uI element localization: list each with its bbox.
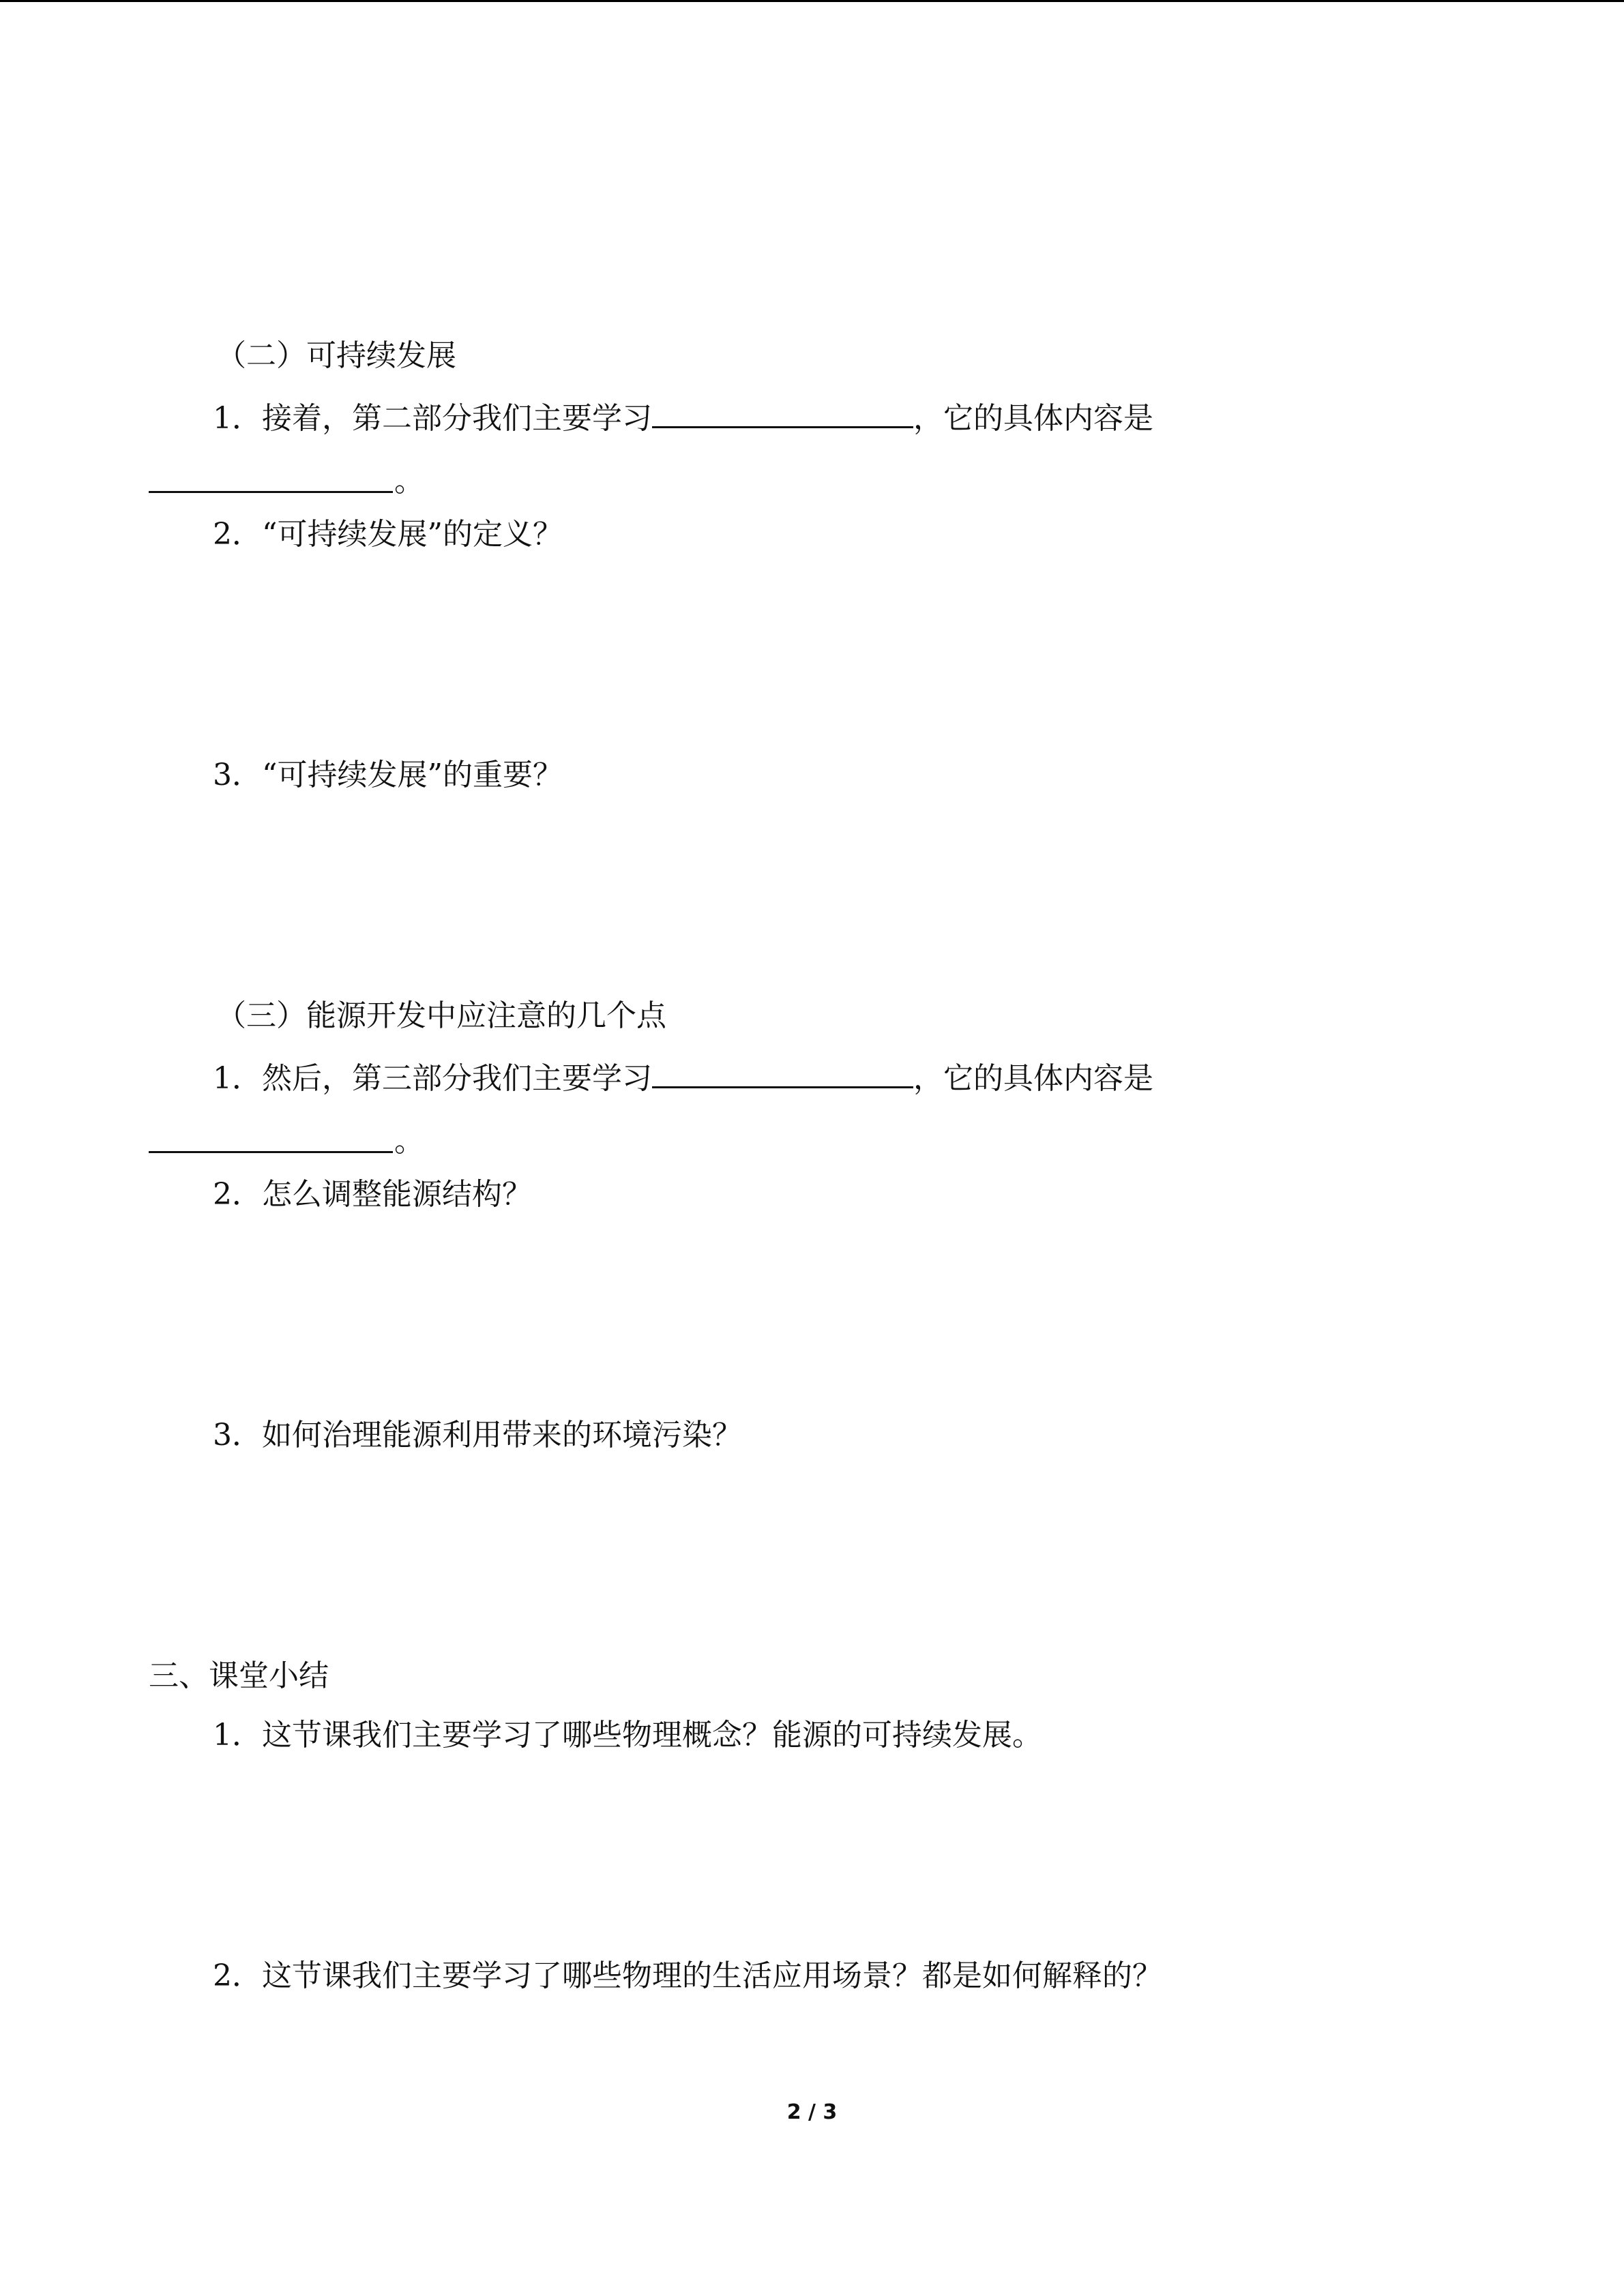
question-text: ，它的具体内容是 — [913, 1061, 1153, 1096]
question-text: ，它的具体内容是 — [913, 401, 1153, 436]
fill-blank[interactable] — [652, 400, 913, 428]
question-text: 1．然后，第三部分我们主要学习 — [213, 1061, 652, 1096]
question-applications: 2．这节课我们主要学习了哪些物理的生活应用场景？都是如何解释的？ — [213, 1958, 1162, 1993]
sentence-end-mark: 。 — [394, 1124, 424, 1159]
question-line — [213, 400, 1153, 434]
fill-blank[interactable] — [149, 1151, 393, 1153]
section-heading-class-summary: 三、课堂小结 — [149, 1658, 329, 1693]
fill-blank[interactable] — [652, 1060, 913, 1088]
question-pollution-control: 3．如何治理能源利用带来的环境污染？ — [213, 1418, 742, 1452]
fill-blank[interactable] — [149, 491, 393, 493]
sentence-end-mark: 。 — [394, 464, 424, 498]
question-definition: 2．“可持续发展”的定义？ — [213, 517, 563, 552]
section-heading-sustainable-development: （二）可持续发展 — [216, 338, 456, 373]
question-text: 1．接着，第二部分我们主要学习 — [213, 401, 652, 436]
section-heading-energy-development: （三）能源开发中应注意的几个点 — [216, 998, 666, 1033]
page-top-border — [0, 0, 1624, 2]
question-line — [213, 1060, 1153, 1094]
page-number: 2 / 3 — [786, 2100, 838, 2124]
question-importance: 3．“可持续发展”的重要？ — [213, 758, 563, 792]
question-concepts: 1．这节课我们主要学习了哪些物理概念？能源的可持续发展。 — [213, 1718, 1042, 1753]
question-energy-structure: 2．怎么调整能源结构？ — [213, 1177, 532, 1212]
